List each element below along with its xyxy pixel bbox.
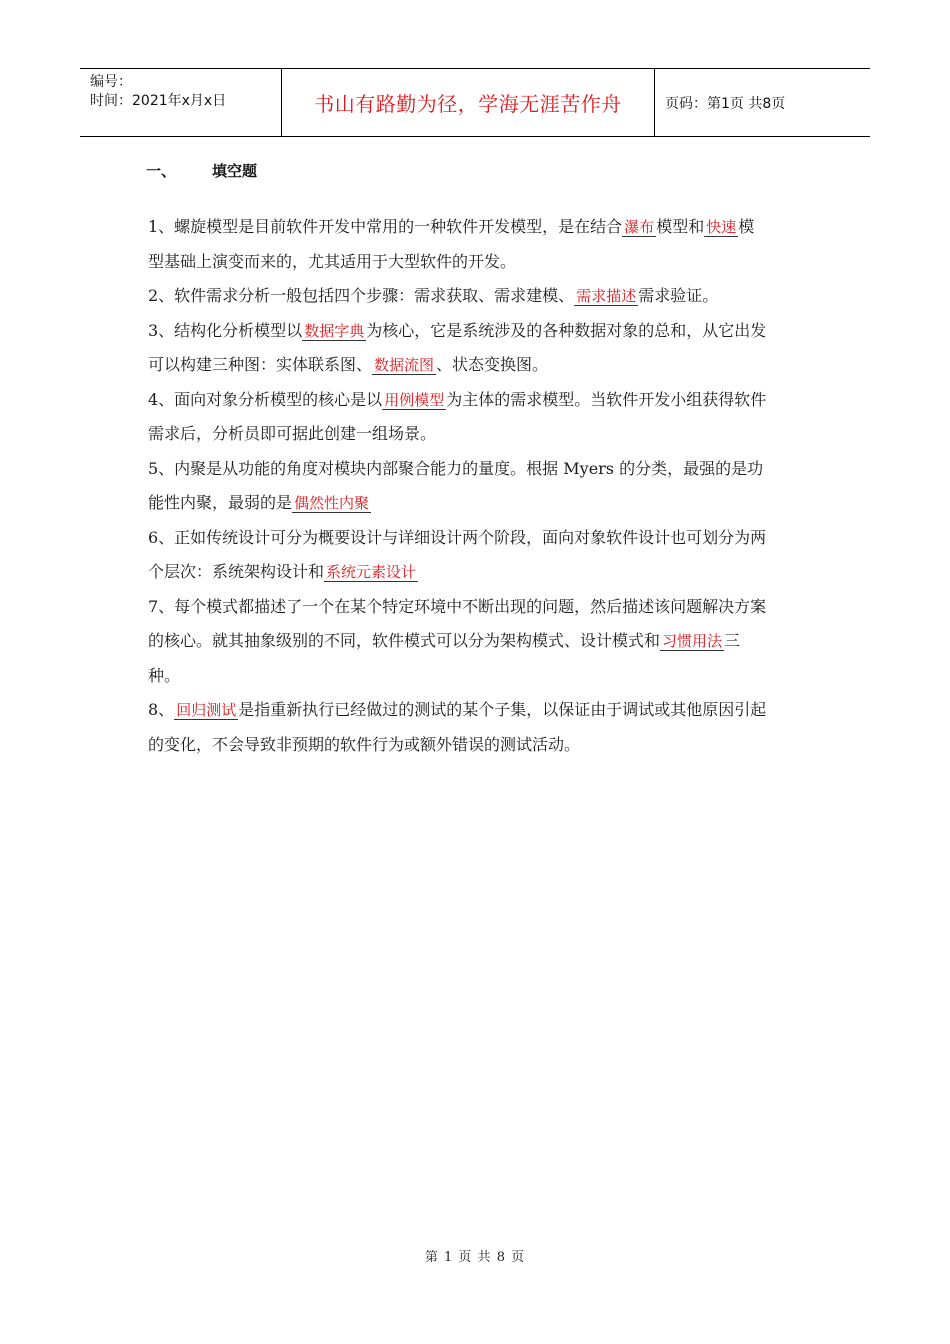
document-date: 时间：2021年x月x日 [90, 93, 227, 109]
header-page-info: 页码：第1页 共8页 [665, 95, 786, 112]
section-number: 一、 [146, 162, 177, 180]
question-text: 1、螺旋模型是目前软件开发中常用的一种软件开发模型，是在结合 [148, 217, 623, 236]
header-page-cell [655, 69, 870, 136]
footer-page-number: 第 1 页 共 8 页 [424, 1250, 526, 1265]
question-text: 3、结构化分析模型以 [148, 320, 303, 340]
answer-blank: 需求描述 [576, 287, 637, 305]
section-heading [146, 160, 257, 181]
motto-text: 书山有路勤为径，学海无涯苦作舟 [314, 92, 622, 116]
question-4 [148, 383, 770, 452]
page-footer [0, 1246, 950, 1265]
answer-blank: 快速 [706, 218, 737, 236]
question-text: 8、 [148, 700, 175, 719]
answer-blank: 瀑布 [624, 218, 655, 236]
question-5 [148, 452, 770, 521]
question-2 [148, 279, 770, 314]
question-text: 模型基础上演变而来的，尤其适用于大型软件的开发。 [148, 217, 755, 271]
answer-blank: 数据流图 [374, 356, 435, 374]
header-meta-cell [80, 69, 282, 136]
question-text: 4、面向对象分析模型的核心是以 [148, 389, 383, 409]
answer-blank: 用例模型 [384, 390, 445, 409]
question-text: 7、每个模式都描述了一个在某个特定环境中不断出现的问题，然后描述该问题解决方案的核心。就其抽象级别的不同，软件模式可以分为架构模式、设计模式和 [148, 596, 767, 650]
header-motto-cell [282, 69, 655, 136]
question-7 [148, 590, 770, 694]
question-list [148, 210, 770, 762]
question-6 [148, 521, 770, 590]
answer-blank: 习惯用法 [662, 632, 723, 650]
document-number-label: 编号： [90, 74, 132, 90]
question-text: 需求验证。 [638, 286, 719, 305]
question-text: 5、内聚是从功能的角度对模块内部聚合能力的量度。根据 Myers 的分类，最强的是功能性内聚，最弱的是 [148, 458, 764, 512]
answer-blank: 偶然性内聚 [294, 494, 370, 512]
question-text: 、状态变换图。 [436, 355, 549, 374]
answer-blank: 系统元素设计 [326, 563, 417, 581]
question-3 [148, 314, 770, 383]
question-text: 2、软件需求分析一般包括四个步骤：需求获取、需求建模、 [148, 286, 575, 305]
question-text: 为核心，它是系统涉及的各种数据对象的总和，从它出发可以构建三种图：实体联系图、 [148, 320, 767, 374]
question-text: 6、正如传统设计可分为概要设计与详细设计两个阶段，面向对象软件设计也可划分为两个层次：系统架构设计和 [148, 527, 767, 581]
section-title: 填空题 [212, 162, 258, 180]
question-1 [148, 210, 770, 279]
question-8 [148, 693, 770, 762]
question-text: 是指重新执行已经做过的测试的某个子集，以保证由于调试或其他原因引起的变化，不会导致非预期的软件行为或额外错误的测试活动。 [148, 700, 767, 754]
answer-blank: 回归测试 [176, 701, 237, 719]
question-text: 模型和 [656, 217, 705, 236]
answer-blank: 数据字典 [304, 321, 365, 340]
question-text: 为主体的需求模型。当软件开发小组获得软件需求后，分析员即可据此创建一组场景。 [148, 389, 767, 443]
question-text: 三种。 [148, 631, 741, 685]
header-table [80, 68, 870, 137]
